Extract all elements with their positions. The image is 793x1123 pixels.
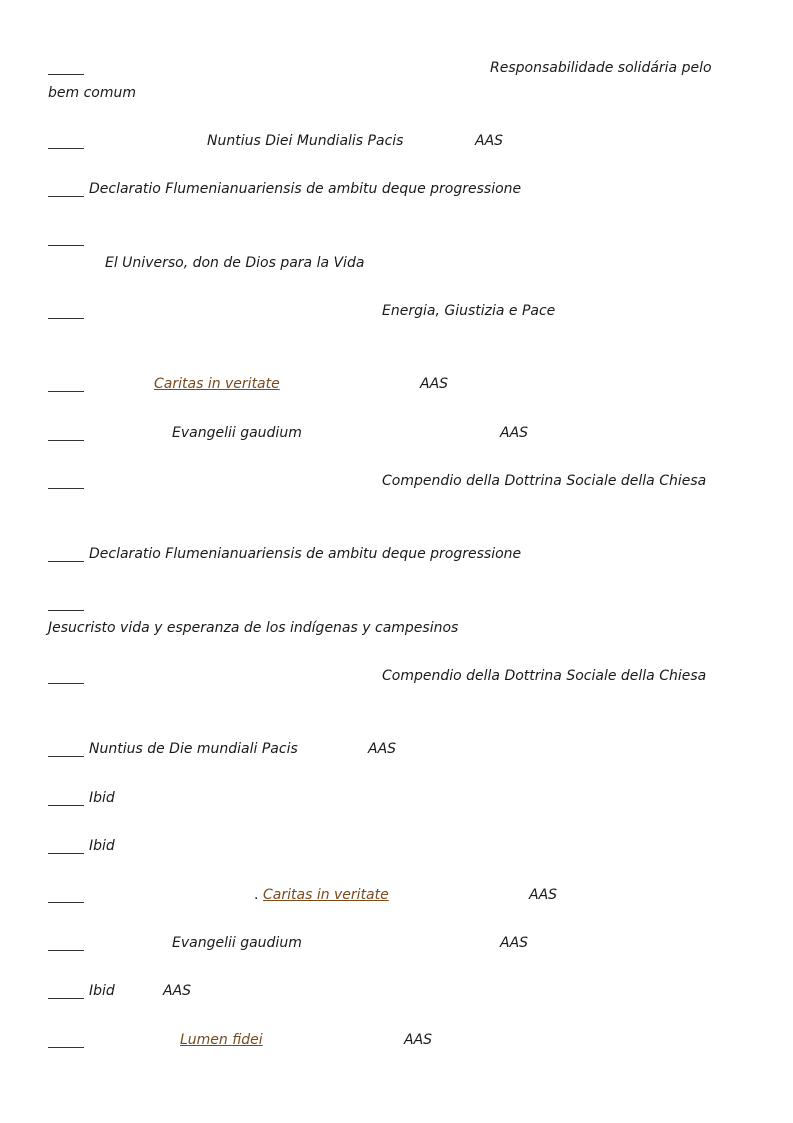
footnote-rule (48, 245, 84, 246)
footnote-rule (48, 902, 84, 903)
footnote-text: Jesucristo vida y esperanza de los indígenas y campesinos (48, 620, 459, 636)
footnote-rule (48, 561, 84, 562)
footnote-rule (48, 805, 84, 806)
lumen-fidei-link[interactable]: Lumen fidei (180, 1032, 263, 1048)
footnote-text: Ibid (89, 790, 115, 806)
footnote-source: AAS (475, 133, 504, 149)
footnote-text: Declaratio Flumenianuariensis de ambitu deque progressione (89, 181, 522, 197)
footnote-source: AAS (163, 983, 192, 999)
footnote-rule (48, 998, 84, 999)
footnote-rule (48, 488, 84, 489)
footnote-rule (48, 756, 84, 757)
footnote-text: Nuntius de Die mundiali Pacis (89, 741, 298, 757)
footnote-rule (48, 318, 84, 319)
footnote-text: Ibid (89, 983, 115, 999)
footnote-rule (48, 74, 84, 75)
footnote-rule (48, 683, 84, 684)
footnote-rule (48, 196, 84, 197)
footnote-rule (48, 1047, 84, 1048)
footnote-text: Evangelii gaudium (172, 935, 302, 951)
footnote-rule (48, 391, 84, 392)
caritas-in-veritate-link[interactable]: Caritas in veritate (154, 376, 280, 392)
footnote-rule (48, 853, 84, 854)
footnote-source: AAS (500, 935, 529, 951)
footnote-rule (48, 610, 84, 611)
footnote-text: bem comum (48, 85, 136, 101)
footnote-source: AAS (404, 1032, 433, 1048)
footnote-text: Responsabilidade solidária pelo (490, 60, 712, 76)
footnote-text: Evangelii gaudium (172, 425, 302, 441)
footnote-text: Ibid (89, 838, 115, 854)
footnote-source: AAS (500, 425, 529, 441)
footnote-rule (48, 148, 84, 149)
footnote-text: El Universo, don de Dios para la Vida (105, 255, 365, 271)
footnote-text: Compendio della Dottrina Sociale della Chiesa (382, 473, 707, 489)
footnote-text: Compendio della Dottrina Sociale della Chiesa (382, 668, 707, 684)
footnote-text: Declaratio Flumenianuariensis de ambitu deque progressione (89, 546, 522, 562)
caritas-in-veritate-link[interactable]: Caritas in veritate (263, 887, 389, 903)
footnote-text: Nuntius Diei Mundialis Pacis (207, 133, 404, 149)
footnote-source: AAS (420, 376, 449, 392)
footnote-rule (48, 950, 84, 951)
footnote-rule (48, 440, 84, 441)
footnote-text: Energia, Giustizia e Pace (382, 303, 556, 319)
footnote-source: AAS (529, 887, 558, 903)
footnote-source: AAS (368, 741, 397, 757)
footnote-text: . (254, 887, 259, 903)
